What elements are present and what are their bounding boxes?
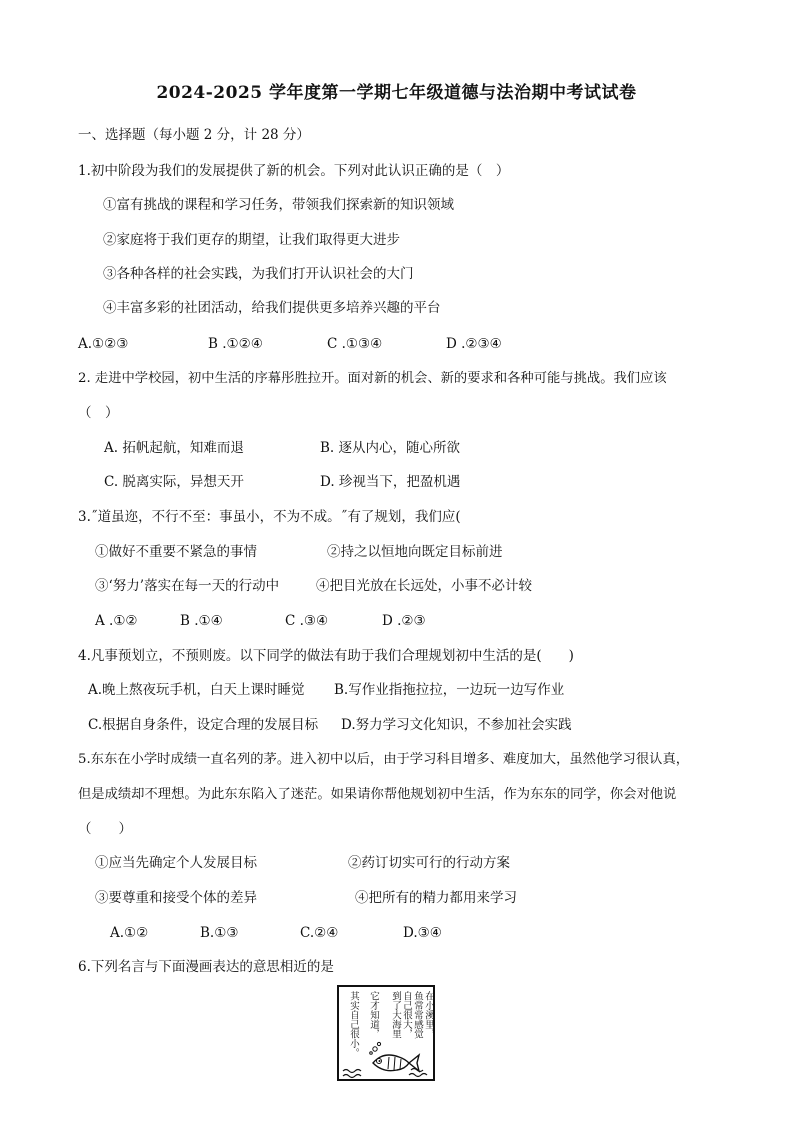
question-3-option-a: A .①② <box>95 613 138 629</box>
cartoon-text-column: 到了大海里 <box>390 991 401 1039</box>
cartoon-text-column: 自己很大， <box>401 991 412 1039</box>
question-4-option-c: C.根据自身条件，设定合理的发展目标 <box>88 717 319 733</box>
question-5-item: ③要尊重和接受个体的差异 <box>95 890 257 906</box>
question-1-item: ②家庭将于我们更存的期望，让我们取得更大进步 <box>103 232 400 248</box>
question-5-stem-cont: 但是成绩却不理想。为此东东陷入了迷茫。如果请你帮他规划初中生活，作为东东的同学，你会对他说 <box>78 787 677 802</box>
question-3-option-b: B .①④ <box>180 613 223 629</box>
question-3-option-c: C .③④ <box>285 613 329 629</box>
exam-title: 2024-2025 学年度第一学期七年级道德与法治期中考试试卷 <box>156 83 637 103</box>
question-1-option-c: C .①③④ <box>327 336 383 352</box>
question-6-stem: 6.下列名言与下面漫画表达的意思相近的是 <box>78 959 334 975</box>
question-4-option-b: B.写作业指拖拉拉，一边玩一边写作业 <box>334 682 565 698</box>
question-3-stem: 3.˝道虽迩，不行不至：事虽小，不为不成。˝有了规划，我们应( <box>78 509 461 525</box>
question-3-item: ①做好不重要不紧急的事情 <box>95 544 257 560</box>
fish-cartoon <box>337 985 435 1081</box>
question-1-stem: 1.初中阶段为我们的发展提供了新的机会。下列对此认识正确的是（ ） <box>78 163 510 179</box>
question-1-item: ①富有挑战的课程和学习任务，带领我们探索新的知识领域 <box>103 197 454 213</box>
question-1-option-a: A.①②③ <box>78 336 129 352</box>
question-2-option-d: D. 珍视当下，把盈机遇 <box>320 474 461 490</box>
question-1-item: ④丰富多彩的社团活动，给我们提供更多培养兴趣的平台 <box>103 300 441 316</box>
question-2-option-a: A. 拓帆起航，知难而退 <box>104 440 244 456</box>
question-3-item: ④把目光放在长远处，小事不必计较 <box>316 578 532 594</box>
question-5-stem: 5.东东在小学时成绩一直名列的茅。进入初中以后，由于学习科目增多、难度加大，虽然他学习很认真， <box>78 752 690 767</box>
question-2-stem: 2. 走进中学校园，初中生活的序幕彤胜拉开。面对新的机会、新的要求和各种可能与挑战。我们应该 <box>78 371 667 386</box>
question-1-item: ③各种各样的社会实践，为我们打开认识社会的大门 <box>103 266 414 282</box>
question-5-option-a: A.①② <box>110 925 149 941</box>
question-5-option-c: C.②④ <box>300 925 339 941</box>
question-3-item: ③‘努力’落实在每一天的行动中 <box>95 578 280 594</box>
section-heading: 一、选择题（每小题 2 分，计 28 分） <box>78 127 310 143</box>
cartoon-text-column: 它才知道， <box>368 991 379 1039</box>
cartoon-text-column: 在小溪里， <box>423 991 434 1039</box>
question-2-stem-cont: （ ） <box>78 405 119 421</box>
question-5-item: ②药订切实可行的行动方案 <box>348 855 510 871</box>
question-3-option-d: D .②③ <box>382 613 426 629</box>
question-5-item: ④把所有的精力都用来学习 <box>355 890 517 906</box>
question-5-option-b: B.①③ <box>200 925 239 941</box>
question-4-option-a: A.晚上熬夜玩手机，白天上课时睡觉 <box>88 682 305 698</box>
question-4-option-d: D.努力学习文化知识，不参加社会实践 <box>341 717 572 733</box>
cartoon-text-column: 其实自己很小。 <box>348 991 359 1058</box>
cartoon-text-column: 鱼常常感觉 <box>412 991 423 1039</box>
question-2-option-c: C. 脱离实际，异想天开 <box>104 474 244 490</box>
question-1-option-d: D .②③④ <box>446 336 502 352</box>
question-1-option-b: B .①②④ <box>208 336 263 352</box>
question-5-stem-cont: （ ） <box>78 821 132 837</box>
question-3-item: ②持之以恒地向既定目标前进 <box>327 544 503 560</box>
question-4-stem: 4.凡事预划立，不预则废。以下同学的做法有助于我们合理规划初中生活的是( ) <box>78 648 574 664</box>
question-2-option-b: B. 逐从内心，随心所欲 <box>320 440 461 456</box>
question-5-item: ①应当先确定个人发展目标 <box>95 855 257 871</box>
question-5-option-d: D.③④ <box>403 925 442 941</box>
fish-drawing <box>339 987 433 1079</box>
